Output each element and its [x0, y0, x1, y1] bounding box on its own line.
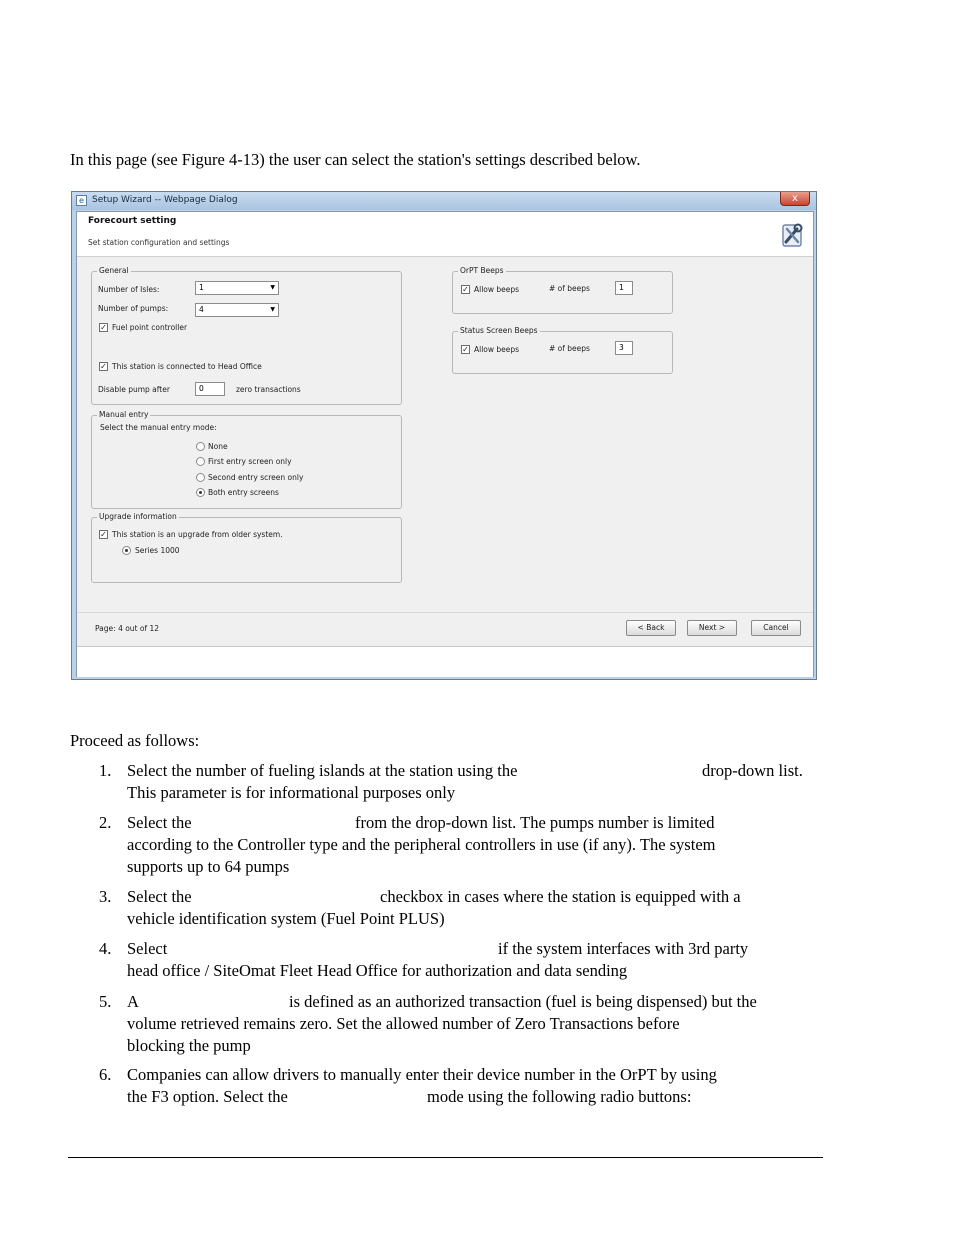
series-1000-label: Series 1000 — [135, 546, 180, 555]
manual-entry-prompt: Select the manual entry mode: — [100, 423, 217, 432]
disable-pump-input[interactable]: 0 — [195, 382, 225, 396]
manual-entry-legend: Manual entry — [99, 410, 149, 419]
step-text: according to the Controller type and the peripheral controllers in use (if any). The system — [127, 835, 716, 854]
step-text: is defined as an authorized transaction (fuel is being dispensed) but the — [289, 992, 757, 1011]
cancel-button[interactable]: Cancel — [751, 620, 801, 636]
dialog-client — [76, 211, 814, 677]
orpt-allow-checkbox[interactable]: ✓ — [462, 285, 469, 294]
disable-pump-label: Disable pump after — [98, 385, 170, 394]
back-button[interactable]: < Back — [626, 620, 676, 636]
step-text: mode using the following radio buttons: — [427, 1087, 692, 1106]
series-1000-radio[interactable] — [122, 546, 131, 555]
status-allow-checkbox[interactable]: ✓ — [462, 345, 469, 354]
zero-transactions-label: zero transactions — [236, 385, 301, 394]
orpt-beeps-legend: OrPT Beeps — [460, 266, 504, 275]
status-beeps-legend: Status Screen Beeps — [460, 326, 538, 335]
page-indicator: Page: 4 out of 12 — [95, 624, 160, 633]
footer-rule — [68, 1157, 823, 1158]
orpt-allow-label: Allow beeps — [474, 285, 520, 294]
browser-page-icon: e — [76, 195, 87, 206]
head-office-label: This station is connected to Head Office — [112, 362, 262, 371]
orpt-count-input[interactable]: 1 — [615, 281, 633, 295]
upgrade-legend: Upgrade information — [99, 512, 177, 521]
fuel-point-label: Fuel point controller — [112, 323, 188, 332]
manual-entry-group — [91, 410, 402, 509]
step-1 — [99, 760, 829, 804]
step-number: 3. — [99, 887, 112, 906]
head-office-checkbox[interactable]: ✓ — [100, 362, 107, 371]
step-text: Select the number of fueling islands at the station using the — [127, 761, 518, 780]
step-number: 2. — [99, 813, 112, 832]
manual-second-label: Second entry screen only — [208, 473, 304, 482]
step-number: 1. — [99, 761, 112, 780]
general-group — [91, 266, 402, 405]
footer-separator — [77, 612, 813, 613]
orpt-beeps-group — [452, 266, 673, 314]
step-number: 5. — [99, 992, 112, 1011]
manual-first-radio[interactable] — [196, 457, 205, 466]
step-text: Select the — [127, 887, 192, 906]
upgrade-group — [91, 512, 402, 583]
step-text: A — [127, 992, 139, 1011]
manual-first-label: First entry screen only — [208, 457, 292, 466]
step-6 — [99, 1064, 829, 1108]
isles-label: Number of Isles: — [98, 285, 160, 294]
step-text: supports up to 64 pumps — [127, 857, 290, 876]
setup-wizard-window — [71, 191, 817, 680]
pumps-value: 4 — [199, 305, 204, 314]
step-number: 6. — [99, 1065, 112, 1084]
upgrade-checkbox[interactable]: ✓ — [100, 530, 107, 539]
manual-second-radio[interactable] — [196, 473, 205, 482]
step-5 — [99, 991, 829, 1057]
manual-none-label: None — [208, 442, 228, 451]
intro-paragraph: In this page (see Figure 4-13) the user can select the station's settings described below. — [70, 150, 641, 169]
fuel-point-checkbox[interactable]: ✓ — [100, 323, 107, 332]
step-text: if the system interfaces with 3rd party — [498, 939, 749, 958]
step-text: This parameter is for informational purposes only — [127, 783, 456, 802]
step-text: vehicle identification system (Fuel Point PLUS) — [127, 909, 445, 928]
close-button[interactable]: x — [780, 192, 810, 206]
step-text: drop-down list. — [702, 761, 803, 780]
status-strip — [77, 646, 813, 677]
isles-value: 1 — [199, 283, 204, 292]
status-beeps-group — [452, 326, 673, 374]
step-3 — [99, 886, 829, 930]
orpt-count-label: # of beeps — [549, 284, 590, 293]
upgrade-label: This station is an upgrade from older system. — [112, 530, 283, 539]
step-4 — [99, 938, 829, 982]
step-text: Companies can allow drivers to manually enter their device number in the OrPT by using — [127, 1065, 717, 1084]
chevron-down-icon: ▼ — [270, 306, 275, 313]
pumps-select[interactable] — [195, 303, 279, 317]
step-text: volume retrieved remains zero. Set the allowed number of Zero Transactions before — [127, 1014, 680, 1033]
page-subtitle: Set station configuration and settings — [88, 238, 230, 247]
chevron-down-icon: ▼ — [270, 284, 275, 291]
isles-select[interactable] — [195, 281, 279, 295]
status-count-input[interactable]: 3 — [615, 341, 633, 355]
status-allow-label: Allow beeps — [474, 345, 520, 354]
proceed-heading: Proceed as follows: — [70, 731, 200, 750]
page-title: Forecourt setting — [88, 216, 177, 226]
step-number: 4. — [99, 939, 112, 958]
general-legend: General — [99, 266, 129, 275]
step-text: Select — [127, 939, 168, 958]
next-button[interactable]: Next > — [687, 620, 737, 636]
wrench-tools-icon — [777, 220, 807, 250]
step-text: blocking the pump — [127, 1036, 251, 1055]
window-title: Setup Wizard -- Webpage Dialog — [92, 195, 238, 205]
status-count-label: # of beeps — [549, 344, 590, 353]
pumps-label: Number of pumps: — [98, 304, 169, 313]
manual-none-radio[interactable] — [196, 442, 205, 451]
step-2 — [99, 812, 829, 878]
step-text: from the drop-down list. The pumps number is limited — [355, 813, 715, 832]
step-text: Select the — [127, 813, 192, 832]
step-text: the F3 option. Select the — [127, 1087, 288, 1106]
manual-both-radio[interactable] — [196, 488, 205, 497]
step-text: head office / SiteOmat Fleet Head Office for authorization and data sending — [127, 961, 628, 980]
manual-both-label: Both entry screens — [208, 488, 279, 497]
wizard-header — [77, 212, 813, 257]
step-text: checkbox in cases where the station is equipped with a — [380, 887, 741, 906]
window-titlebar — [72, 192, 816, 210]
